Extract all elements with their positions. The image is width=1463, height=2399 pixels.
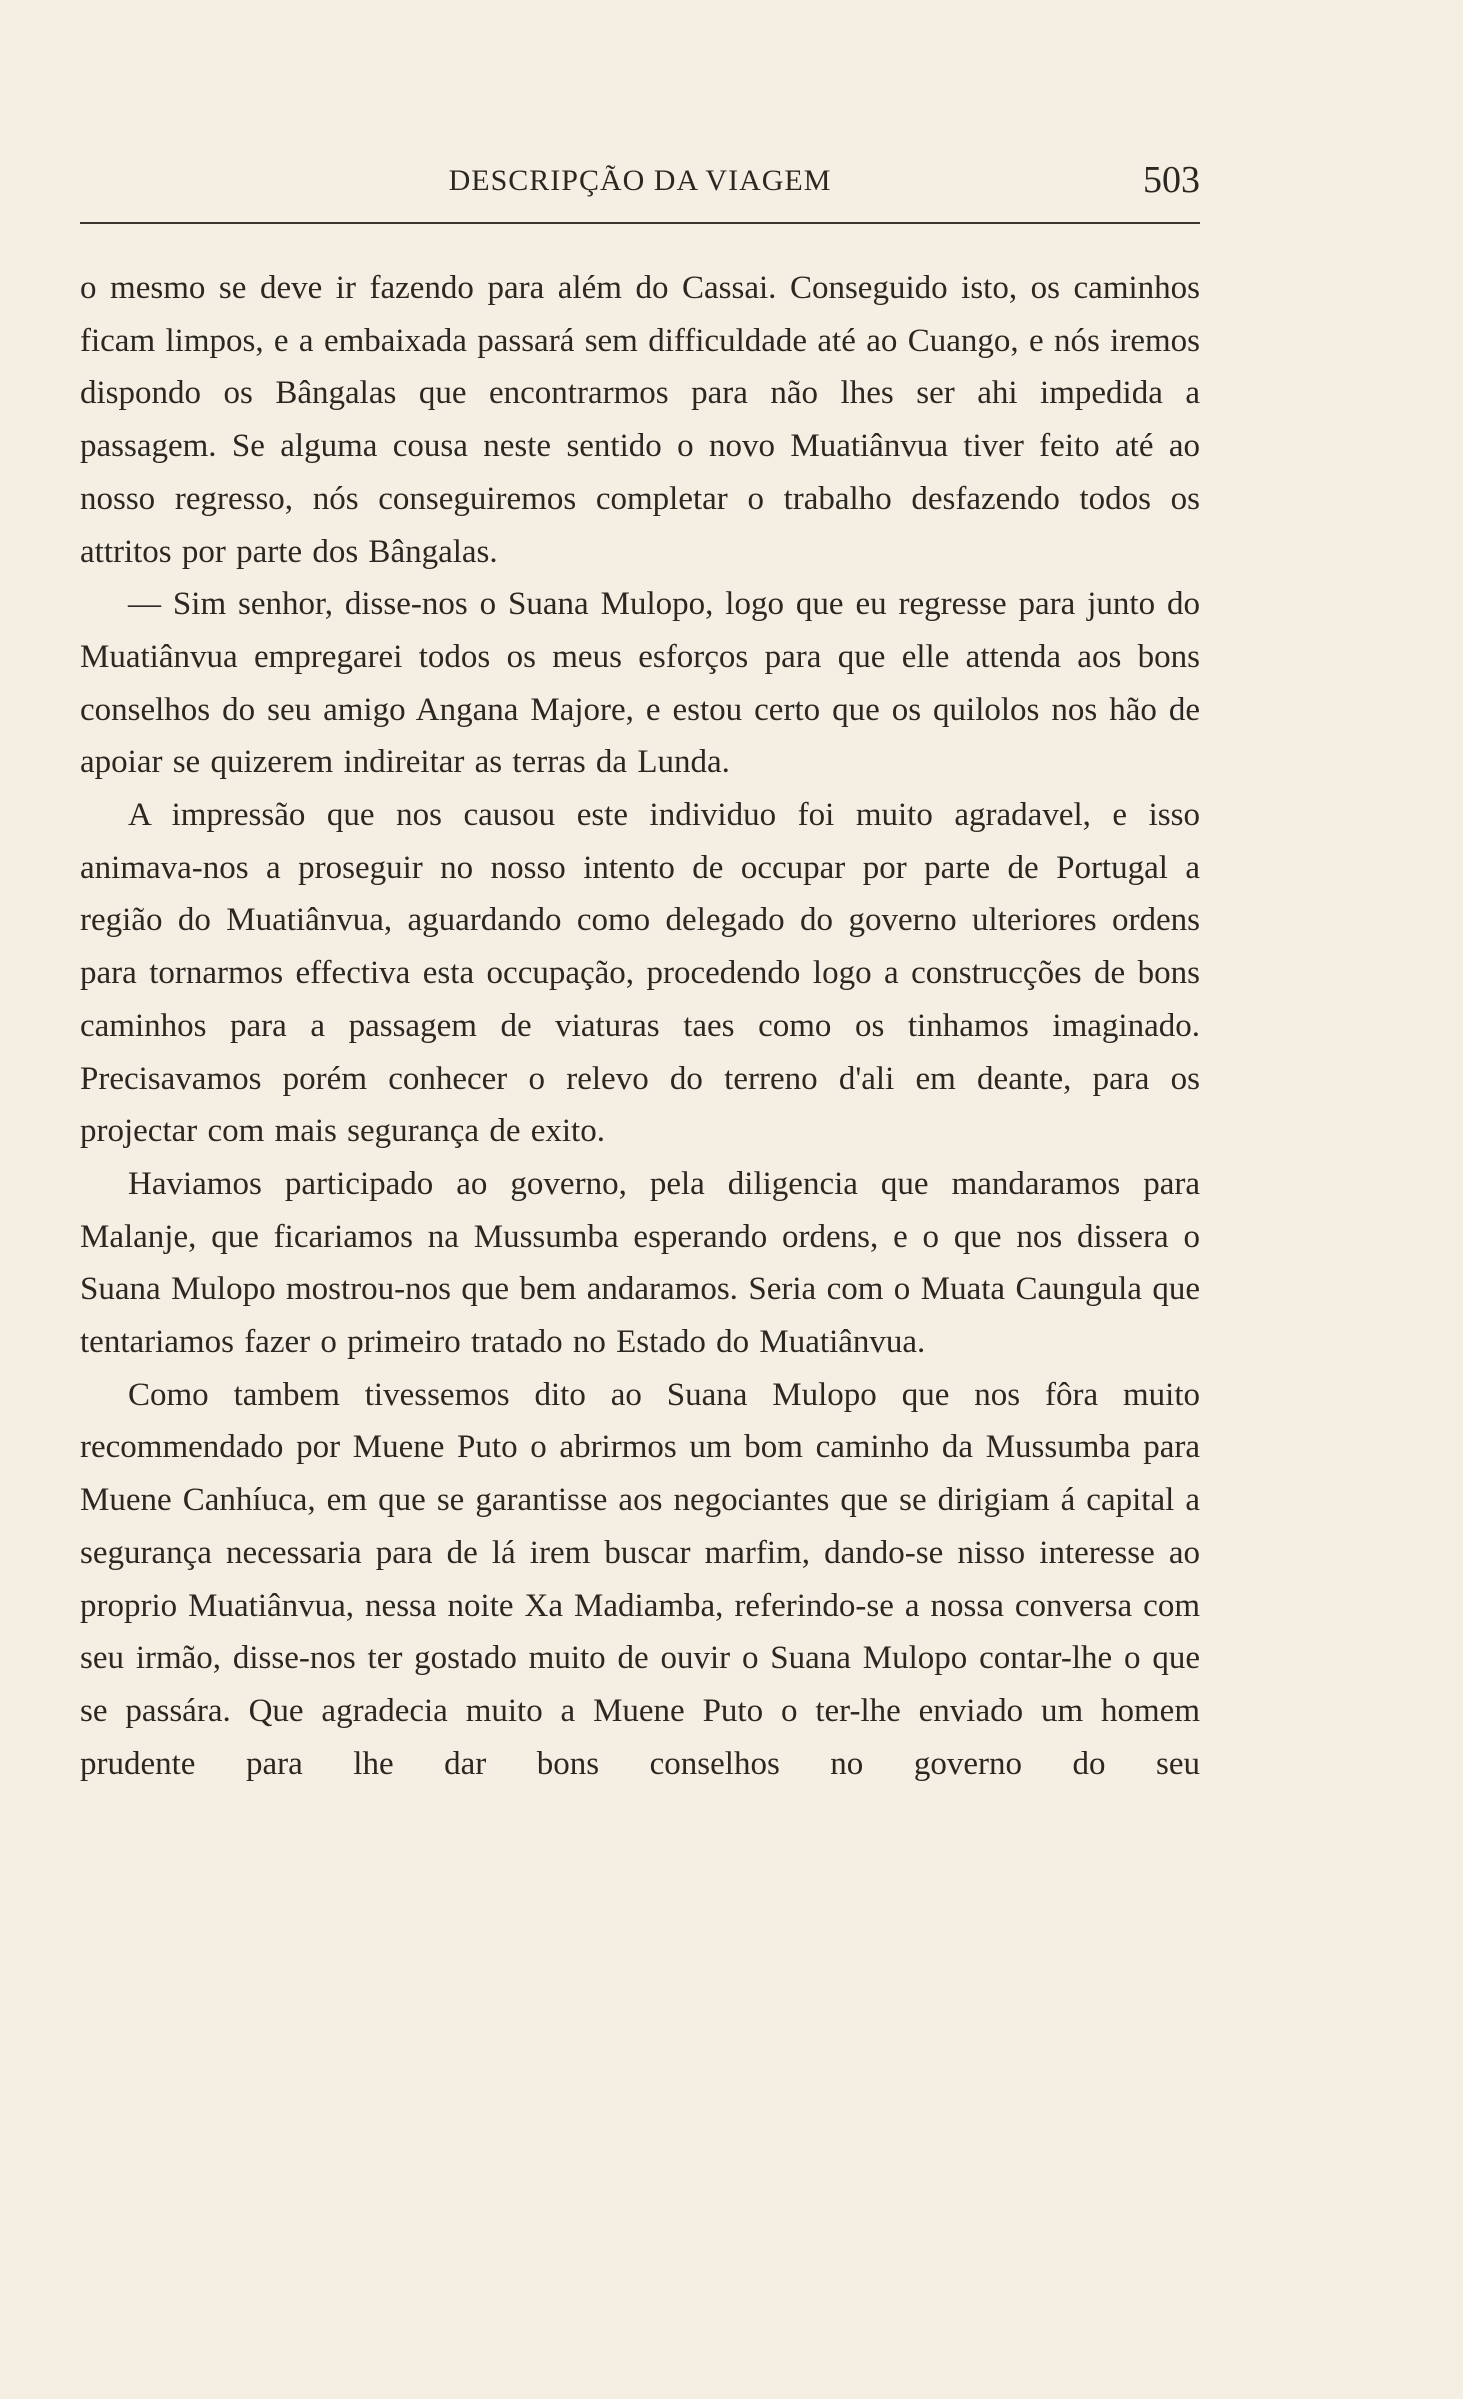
- body-text: [80, 262, 1200, 1790]
- paragraph-3: A impressão que nos causou este individuo foi muito agradavel, e isso animava-nos a proseguir no nosso intento de occupar por parte de Portugal a região do Muatiânvua, aguardando como delegado do governo ulteriores ordens para tornarmos effectiva esta occupação, procedendo logo a construcções de bons caminhos para a passagem de viaturas taes como os tinhamos imaginado. Precisavamos porém conhecer o relevo do terreno d'ali em deante, para os projectar com mais segurança de exito.: [80, 797, 1200, 1150]
- running-title: DESCRIPÇÃO DA VIAGEM: [448, 164, 832, 197]
- paragraph-5: Como tambem tivessemos dito ao Suana Mulopo que nos fôra muito recommendado por Muene Puto o abrirmos um bom caminho da Mussumba para Muene Canhíuca, em que se garantisse aos negociantes que se dirigiam á capital a segurança necessaria para de lá irem buscar marfim, dando-se nisso interesse ao proprio Muatiânvua, nessa noite Xa Madiamba, referindo-se a nossa conversa com seu irmão, disse-nos ter gostado muito de ouvir o Suana Mulopo contar-lhe o que se passára. Que agradecia muito a Muene Puto o ter-lhe enviado um homem prudente para lhe dar bons conselhos no governo do seu: [80, 1376, 1200, 1782]
- header-rule: [80, 222, 1200, 224]
- paragraph-4: Haviamos participado ao governo, pela diligencia que mandaramos para Malanje, que ficariamos na Mussumba esperando ordens, e o que nos dissera o Suana Mulopo mostrou-nos que bem andaramos. Seria com o Muata Caungula que tentariamos fazer o primeiro tratado no Estado do Muatiânvua.: [80, 1165, 1200, 1361]
- page-number: 503: [1143, 159, 1200, 201]
- paragraph-1: o mesmo se deve ir fazendo para além do Cassai. Conseguido isto, os caminhos ficam limpos, e a embaixada passará sem difficuldade até ao Cuango, e nós iremos dispondo os Bângalas que encontrarmos para não lhes ser ahi impedida a passagem. Se alguma cousa neste sentido o novo Muatiânvua tiver feito até ao nosso regresso, nós conseguiremos completar o trabalho desfazendo todos os attritos por parte dos Bângalas.: [80, 270, 1200, 570]
- paragraph-2: — Sim senhor, disse-nos o Suana Mulopo, logo que eu regresse para junto do Muatiânvua empregarei todos os meus esforços para que elle attenda aos bons conselhos do seu amigo Angana Majore, e estou certo que os quilolos nos hão de apoiar se quizerem indireitar as terras da Lunda.: [80, 586, 1200, 781]
- page-header: [80, 158, 1200, 206]
